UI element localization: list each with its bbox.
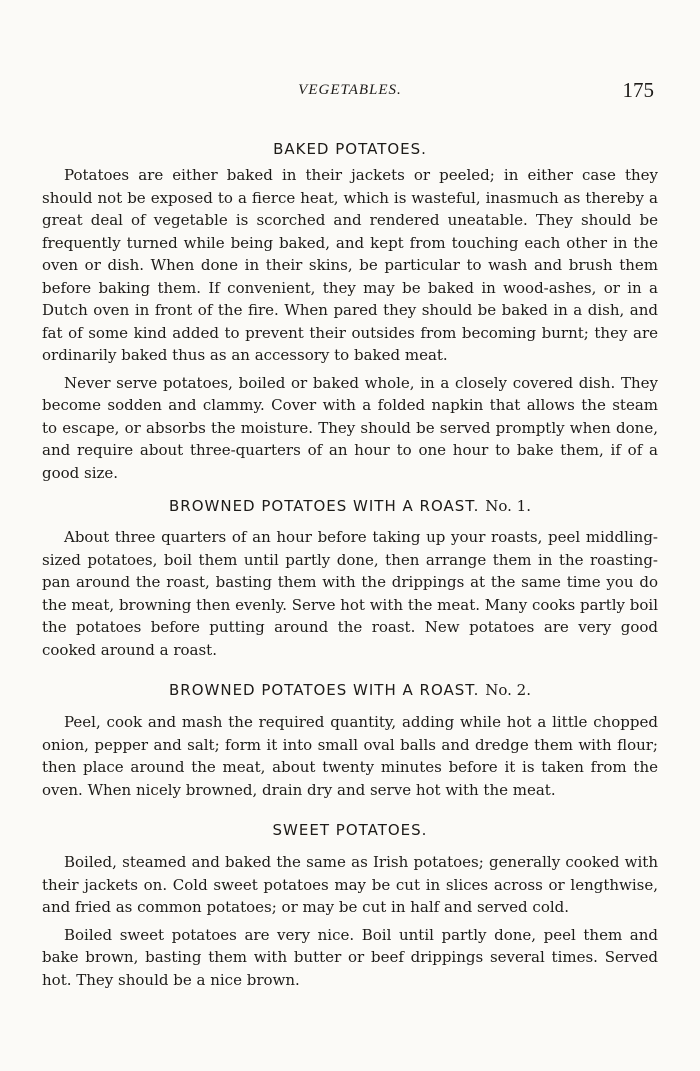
- section-title-browned-potatoes-2: BROWNED POTATOES WITH A ROAST. No. 2.: [169, 681, 531, 699]
- section-title-baked-potatoes: BAKED POTATOES.: [273, 140, 427, 158]
- section-title-sweet-potatoes: SWEET POTATOES.: [272, 821, 428, 839]
- running-title: VEGETABLES.: [298, 82, 402, 98]
- paragraph: Potatoes are either baked in their jackets or peeled; in either case they should not be exposed to a fierce heat, which is wasteful, inasmuch as thereby a great deal of vegetable is scorched and rendered uneatable. They should be frequently turned while being baked, and kept from touching each other in the oven or dish. When done in their skins, be particular to wash and brush them before baking them. If convenient, they may be baked in wood-ashes, or in a Dutch oven in front of the fire. When pared they should be baked in a dish, and fat of some kind added to prevent their outsides from becoming burnt; they are ordinarily baked thus as an accessory to baked meat.: [42, 166, 658, 364]
- recipe-number: No. 1.: [485, 497, 531, 515]
- book-page: [42, 78, 658, 991]
- paragraph: Boiled, steamed and baked the same as Irish potatoes; generally cooked with their jackets on. Cold sweet potatoes may be cut in slices across or lengthwise, and fried as common potatoes; or may be cut in half and served cold.: [42, 853, 658, 916]
- paragraph: Boiled sweet potatoes are very nice. Boil until partly done, peel them and bake brown, basting them with butter or beef drippings several times. Served hot. They should be a nice brown.: [42, 925, 658, 989]
- paragraph: Peel, cook and mash the required quantity, adding while hot a little chopped onion, pepper and salt; form it into small oval balls and dredge them with flour; then place around the meat, about twenty minutes before it is taken from the oven. When nicely browned, drain dry and serve hot with the meat.: [42, 713, 658, 799]
- paragraph: Never serve potatoes, boiled or baked whole, in a closely covered dish. They become sodden and clammy. Cover with a folded napkin that allows the steam to escape, or absorbs the moisture. They should be served promptly when done, and require about three-quarters of an hour to one hour to bake them, if of a good size.: [42, 373, 658, 482]
- section-title-browned-potatoes-1: BROWNED POTATOES WITH A ROAST. No. 1.: [169, 497, 531, 515]
- recipe-number: No. 2.: [485, 681, 531, 699]
- paragraph: About three quarters of an hour before taking up your roasts, peel middling-sized potatoes, boil them until partly done, then arrange them in the roasting-pan around the roast, basting them with the drippings at the same time you do the meat, browning then evenly. Serve hot with the meat. Many cooks partly boil the potatoes before putting around the roast. New potatoes are very good cooked around a roast.: [42, 528, 658, 659]
- page-number: 175: [622, 78, 654, 102]
- running-head: [42, 78, 658, 112]
